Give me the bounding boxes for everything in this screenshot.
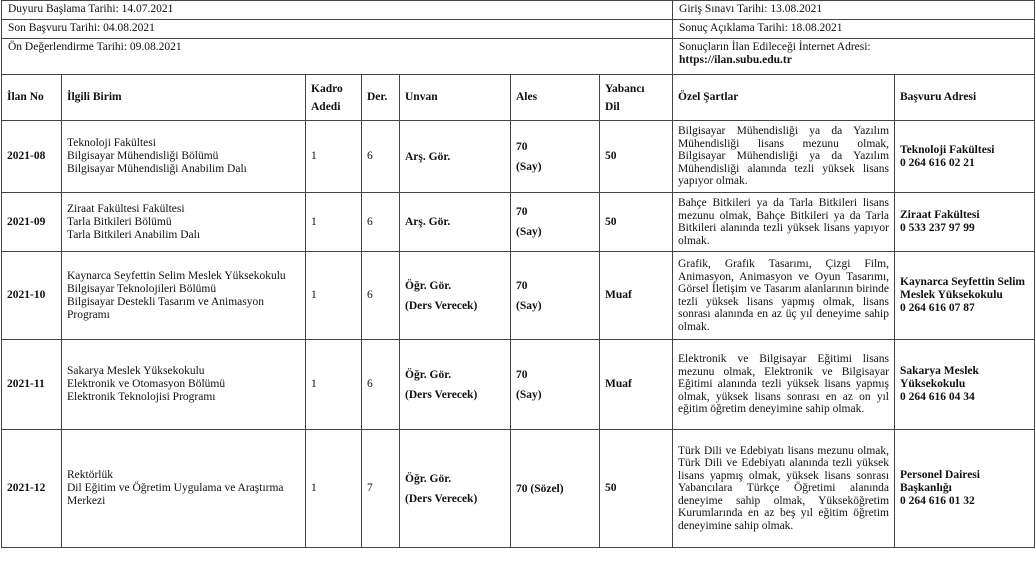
unvan-line: (Ders Verecek)	[405, 299, 478, 312]
dil-cell: 50	[600, 430, 673, 548]
header-adres: Başvuru Adresi	[895, 75, 1035, 121]
kadro-cell: 1	[306, 193, 362, 252]
der-cell: 6	[362, 340, 400, 430]
dil-cell: 50	[600, 193, 673, 252]
ales-line: (Say)	[516, 226, 542, 238]
son-basvuru-date: Son Başvuru Tarihi: 04.08.2021	[2, 20, 673, 39]
ales-cell	[511, 340, 600, 430]
kadro-cell: 1	[306, 340, 362, 430]
birim-cell	[62, 193, 306, 252]
header-kadro-line2: Adedi	[311, 100, 341, 113]
adres-cell	[895, 252, 1035, 340]
dil-cell: Muaf	[600, 340, 673, 430]
birim-line: Sakarya Meslek Yüksekokulu	[67, 365, 205, 377]
birim-line: Teknoloji Fakültesi	[67, 137, 156, 149]
duyuru-date: Duyuru Başlama Tarihi: 14.07.2021	[2, 1, 673, 20]
sartlar-cell: Grafik, Grafik Tasarımı, Çizgi Film, Animasyon, Animasyon ve Oyun Tasarımı, Görsel İletişim ve Tasarım alanlarının birinde tezli yüksek lisans yapmış olmak, lisans sonrası alanında en az üç yıl deneyime sahip olmak.	[673, 252, 895, 340]
adres-line: Personel Dairesi Başkanlığı	[900, 469, 980, 494]
birim-line: Ziraat Fakültesi Fakültesi	[67, 202, 185, 215]
dil-cell: 50	[600, 121, 673, 193]
ilan-no-cell: 2021-09	[2, 193, 62, 252]
ilan-no-cell: 2021-08	[2, 121, 62, 193]
dil-cell: Muaf	[600, 252, 673, 340]
birim-line: Elektronik ve Otomasyon Bölümü	[67, 378, 226, 390]
on-degerlendirme-date: Ön Değerlendirme Tarihi: 09.08.2021	[2, 39, 673, 75]
der-cell: 6	[362, 252, 400, 340]
birim-cell	[62, 252, 306, 340]
adres-cell	[895, 193, 1035, 252]
unvan-line: Öğr. Gör.	[405, 472, 452, 485]
header-sartlar: Özel Şartlar	[673, 75, 895, 121]
sartlar-cell: Bilgisayar Mühendisliği ya da Yazılım Mühendisliği lisans mezunu olmak, Bilgisayar Mühendisliği ya da Yazılım Mühendisliği alanında tezli yüksek lisans yapıyor olmak.	[673, 121, 895, 193]
birim-line: Bilgisayar Destekli Tasarım ve Animasyon Programı	[67, 295, 265, 321]
sartlar-cell: Elektronik ve Bilgisayar Eğitimi lisans mezunu olmak, Elektronik ve Bilgisayar Eğitimi alanında tezli yüksek lisans yapmış olmak, yüksek lisans sonrası en az on yıl eğitim öğretim deneyimine sahip olmak.	[673, 340, 895, 430]
ales-line: 70	[516, 279, 528, 292]
adres-cell	[895, 121, 1035, 193]
birim-cell	[62, 340, 306, 430]
table-row	[2, 193, 1035, 252]
unvan-line: Öğr. Gör.	[405, 279, 452, 292]
adres-line: 0 264 616 07 87	[900, 302, 975, 314]
header-row	[2, 75, 1035, 121]
unvan-cell	[400, 252, 511, 340]
der-cell: 7	[362, 430, 400, 548]
ales-line: 70	[516, 140, 528, 153]
sonuc-date: Sonuç Açıklama Tarihi: 18.08.2021	[673, 20, 1035, 39]
birim-line: Tarla Bitkileri Anabilim Dalı	[67, 228, 201, 241]
ilan-adresi-label: Sonuçların İlan Edileceği İnternet Adresi:	[679, 41, 871, 53]
birim-line: Tarla Bitkileri Bölümü	[67, 215, 172, 228]
table-row	[2, 121, 1035, 193]
giris-sinavi-date: Giriş Sınavı Tarihi: 13.08.2021	[673, 1, 1035, 20]
unvan-cell	[400, 121, 511, 193]
ilan-no-cell: 2021-10	[2, 252, 62, 340]
header-kadro-line1: Kadro	[311, 82, 343, 95]
adres-line: 0 264 616 04 34	[900, 391, 975, 403]
ales-line: 70	[516, 368, 528, 381]
sartlar-cell: Türk Dili ve Edebiyatı lisans mezunu olmak, Türk Dili ve Edebiyatı alanında tezli yüksek lisans yapmış olmak, yüksek lisans sonrası Yabancılara Türkçe Öğretimi alanında deneyime sahip olmak, Yükseköğretim Kurumlarında en az beş yıl eğitim öğretim deneyimine sahip olmak.	[673, 430, 895, 548]
birim-cell	[62, 121, 306, 193]
ilan-no-cell: 2021-11	[2, 340, 62, 430]
table-row	[2, 430, 1035, 548]
dates-row-3	[2, 39, 1035, 75]
unvan-cell	[400, 340, 511, 430]
ales-cell	[511, 430, 600, 548]
adres-line: Ziraat Fakültesi	[900, 209, 980, 221]
ales-line: (Say)	[516, 388, 542, 401]
ales-line: 70 (Sözel)	[516, 482, 564, 495]
birim-line: Bilgisayar Mühendisliği Anabilim Dalı	[67, 163, 247, 175]
unvan-line: (Ders Verecek)	[405, 492, 478, 505]
announcement-table	[1, 0, 1035, 548]
unvan-cell	[400, 193, 511, 252]
der-cell: 6	[362, 193, 400, 252]
header-unvan: Unvan	[400, 75, 511, 121]
adres-cell	[895, 340, 1035, 430]
ilan-no-cell: 2021-12	[2, 430, 62, 548]
sartlar-cell: Bahçe Bitkileri ya da Tarla Bitkileri lisans mezunu olmak, Bahçe Bitkileri ya da Tarla Bitkileri alanında tezli yüksek lisans yapıyor olmak.	[673, 193, 895, 252]
kadro-cell: 1	[306, 430, 362, 548]
ilan-adresi-cell	[673, 39, 1035, 75]
adres-line: Teknoloji Fakültesi	[900, 143, 995, 156]
birim-line: Rektörlük	[67, 469, 113, 481]
ales-line: (Say)	[516, 299, 542, 312]
ales-cell	[511, 252, 600, 340]
adres-line: 0 264 616 01 32	[900, 495, 975, 507]
adres-line: 0 533 237 97 99	[900, 222, 975, 234]
der-cell: 6	[362, 121, 400, 193]
birim-line: Bilgisayar Teknolojileri Bölümü	[67, 282, 217, 295]
ales-cell	[511, 121, 600, 193]
unvan-line: Öğr. Gör.	[405, 368, 452, 381]
unvan-cell	[400, 430, 511, 548]
unvan-line: Arş. Gör.	[405, 216, 451, 228]
birim-line: Bilgisayar Mühendisliği Bölümü	[67, 150, 219, 162]
header-ilan-no: İlan No	[2, 75, 62, 121]
adres-cell	[895, 430, 1035, 548]
adres-line: 0 264 616 02 21	[900, 156, 975, 169]
ales-line: (Say)	[516, 160, 542, 173]
adres-line: Sakarya Meslek Yüksekokulu	[900, 365, 979, 390]
ales-line: 70	[516, 206, 528, 218]
ilan-adresi-url: https://ilan.subu.edu.tr	[679, 54, 792, 66]
dates-row-1	[2, 1, 1035, 20]
header-dil-line2: Dil	[605, 100, 620, 113]
adres-line: Kaynarca Seyfettin Selim Meslek Yüksekokulu	[900, 276, 1026, 301]
birim-line: Elektronik Teknolojisi Programı	[67, 391, 216, 403]
birim-cell	[62, 430, 306, 548]
header-dil	[600, 75, 673, 121]
kadro-cell: 1	[306, 252, 362, 340]
table-row	[2, 252, 1035, 340]
header-birim: İlgili Birim	[62, 75, 306, 121]
unvan-line: (Ders Verecek)	[405, 388, 478, 401]
header-kadro	[306, 75, 362, 121]
dates-row-2	[2, 20, 1035, 39]
header-der: Der.	[362, 75, 400, 121]
rows-body	[2, 121, 1035, 548]
header-ales: Ales	[511, 75, 600, 121]
table-row	[2, 340, 1035, 430]
ales-cell	[511, 193, 600, 252]
unvan-line: Arş. Gör.	[405, 150, 451, 163]
birim-line: Dil Eğitim ve Öğretim Uygulama ve Araştırma Merkezi	[67, 482, 284, 507]
birim-line: Kaynarca Seyfettin Selim Meslek Yüksekokulu	[67, 269, 286, 282]
kadro-cell: 1	[306, 121, 362, 193]
header-dil-line1: Yabancı	[605, 82, 645, 95]
